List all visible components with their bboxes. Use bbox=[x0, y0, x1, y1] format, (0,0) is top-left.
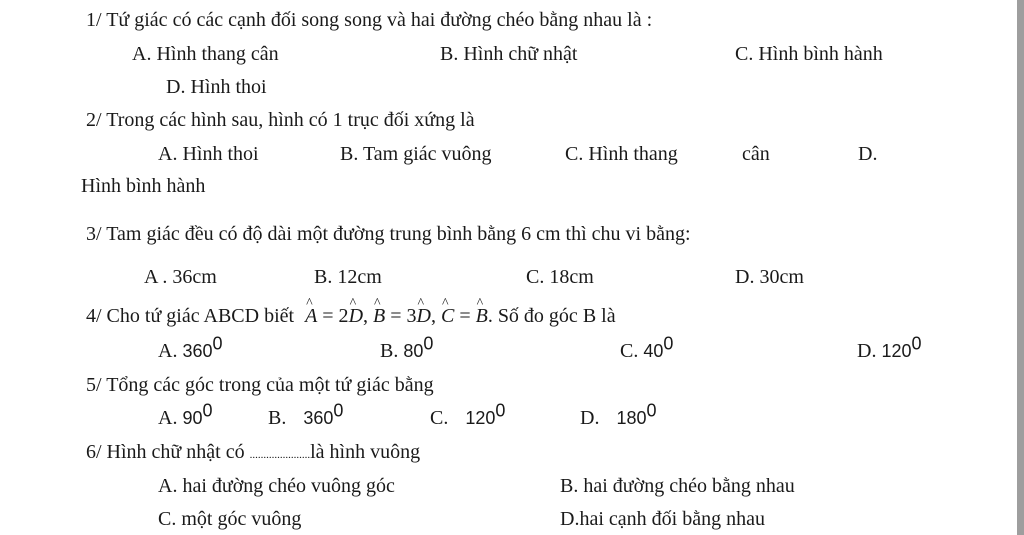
question-2-text: 2/ Trong các hình sau, hình có 1 trục đối xứng là bbox=[86, 109, 475, 131]
angle-b-2: ^ B bbox=[476, 305, 488, 327]
question-4-option-b bbox=[380, 333, 434, 362]
degree-sign: 0 bbox=[423, 333, 434, 354]
option-label: B. bbox=[268, 407, 287, 429]
formula-eq-1: = 2 bbox=[317, 305, 349, 327]
question-4-option-c bbox=[620, 333, 674, 362]
option-label: A. bbox=[158, 407, 178, 429]
option-value: 360 bbox=[182, 341, 213, 361]
question-4-option-a bbox=[158, 333, 223, 362]
option-value: 90 bbox=[182, 408, 203, 428]
question-6-suffix: là hình vuông bbox=[310, 441, 421, 463]
question-6-option-c: C. một góc vuông bbox=[158, 508, 302, 530]
question-4-prefix: 4/ Cho tứ giác ABCD biết bbox=[86, 305, 295, 327]
question-1-option-d: D. Hình thoi bbox=[166, 76, 267, 98]
formula-eq-3: = bbox=[454, 305, 476, 327]
question-4-text bbox=[86, 305, 616, 327]
question-2-option-c-cont: cân bbox=[742, 143, 770, 165]
option-value: 180 bbox=[616, 408, 647, 428]
angle-d-2: ^ D bbox=[417, 305, 431, 327]
option-label: C. bbox=[430, 407, 449, 429]
option-label: C. bbox=[620, 340, 639, 362]
question-4-option-d bbox=[857, 333, 922, 362]
question-5-option-a bbox=[158, 400, 213, 429]
formula-comma-2: , bbox=[430, 305, 441, 327]
angle-b-1: ^ B bbox=[373, 305, 385, 327]
degree-sign: 0 bbox=[212, 333, 223, 354]
question-6-option-b: B. hai đường chéo bằng nhau bbox=[560, 475, 795, 497]
angle-d-1: ^ D bbox=[349, 305, 363, 327]
degree-sign: 0 bbox=[911, 333, 922, 354]
degree-sign: 0 bbox=[333, 400, 344, 421]
question-5-option-c bbox=[430, 400, 506, 429]
option-value: 40 bbox=[643, 341, 664, 361]
question-3-option-d: D. 30cm bbox=[735, 266, 804, 288]
formula-eq-2: = 3 bbox=[385, 305, 417, 327]
question-5-option-d bbox=[580, 400, 657, 429]
question-3-option-b: B. 12cm bbox=[314, 266, 382, 288]
question-3-option-c: C. 18cm bbox=[526, 266, 594, 288]
question-2-option-a: A. Hình thoi bbox=[158, 143, 259, 165]
degree-sign: 0 bbox=[663, 333, 674, 354]
question-3-option-a: A . 36cm bbox=[144, 266, 217, 288]
question-2-option-b: B. Tam giác vuông bbox=[340, 143, 492, 165]
question-2-option-c: C. Hình thang bbox=[565, 143, 678, 165]
angle-c: ^ C bbox=[441, 305, 454, 327]
option-label: D. bbox=[857, 340, 877, 362]
option-value: 80 bbox=[403, 341, 424, 361]
option-label: A. bbox=[158, 340, 178, 362]
question-5-text: 5/ Tổng các góc trong của một tứ giác bằng bbox=[86, 374, 434, 396]
option-label: D. bbox=[580, 407, 600, 429]
angle-a: ^ A bbox=[305, 305, 317, 327]
question-1-option-c: C. Hình bình hành bbox=[735, 43, 883, 65]
question-2-option-d: D. bbox=[858, 143, 878, 165]
question-1-text: 1/ Tứ giác có các cạnh đối song song và hai đường chéo bằng nhau là : bbox=[86, 9, 653, 31]
formula-comma-1: , bbox=[363, 305, 374, 327]
degree-sign: 0 bbox=[646, 400, 657, 421]
question-4-suffix: . Số đo góc B là bbox=[487, 305, 616, 327]
option-value: 360 bbox=[303, 408, 334, 428]
degree-sign: 0 bbox=[495, 400, 506, 421]
option-label: B. bbox=[380, 340, 399, 362]
question-1-option-a: A. Hình thang cân bbox=[132, 43, 279, 65]
question-1-option-b: B. Hình chữ nhật bbox=[440, 43, 578, 65]
question-5-option-b bbox=[268, 400, 344, 429]
question-6-prefix: 6/ Hình chữ nhật có bbox=[86, 441, 245, 463]
question-6-text bbox=[86, 441, 420, 466]
question-6-option-d: D.hai cạnh đối bằng nhau bbox=[560, 508, 765, 530]
option-value: 120 bbox=[881, 341, 912, 361]
question-3-text: 3/ Tam giác đều có độ dài một đường trung bình bằng 6 cm thì chu vi bằng: bbox=[86, 223, 691, 245]
question-6-option-a: A. hai đường chéo vuông góc bbox=[158, 475, 395, 497]
degree-sign: 0 bbox=[202, 400, 213, 421]
question-4-formula bbox=[305, 305, 488, 327]
option-value: 120 bbox=[465, 408, 496, 428]
question-2-option-d-cont: Hình bình hành bbox=[81, 175, 206, 197]
fill-in-blank: ...................... bbox=[249, 449, 311, 461]
